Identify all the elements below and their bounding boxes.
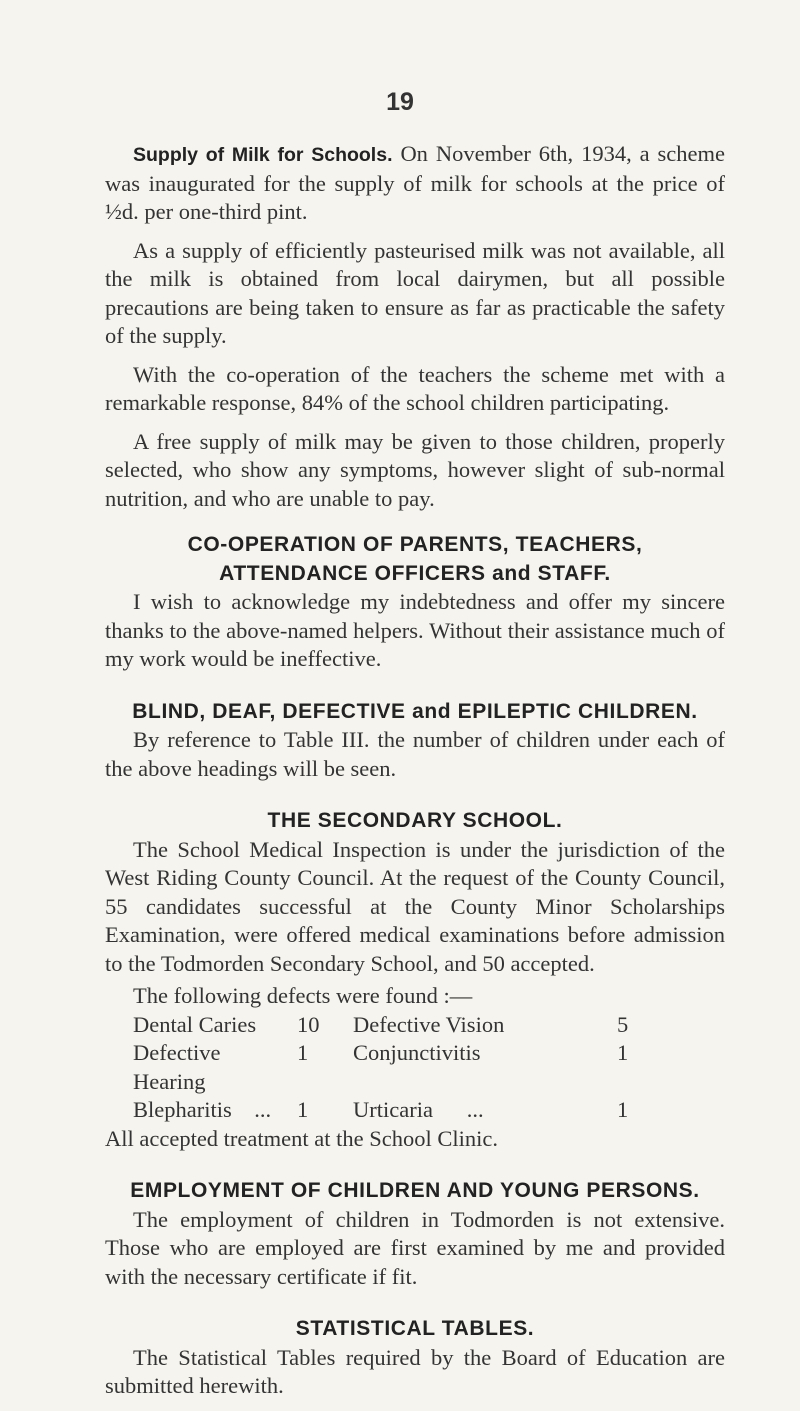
defect-label: Dental Caries [133,1011,257,1037]
defect-label: Urticaria ... [353,1097,484,1122]
blind-deaf-heading: BLIND, DEAF, DEFECTIVE and EPILEPTIC CHILDREN. [132,699,698,723]
defect-count: 1 [617,1097,629,1122]
milk-paragraph-3: With the co-operation of the teachers the scheme met with a remarkable response, 84% of the school children participating. [105,361,725,415]
defects-table [133,1011,725,1125]
secondary-school-paragraph: The School Medical Inspection is under the jurisdiction of the West Riding County Council. At the request of the County Council, 55 candidates successful at the County Minor Scholarships Examination, were offered medical examinations before admission to the Todmorden Secondary School, and 50 accepted. [105,836,725,976]
defects-row [133,1039,725,1096]
employment-heading: EMPLOYMENT OF CHILDREN AND YOUNG PERSONS. [130,1179,700,1202]
defect-label: Conjunctivitis [353,1040,481,1065]
milk-paragraph-1: Supply of Milk for Schools. On November 6th, 1934, a scheme was inaugurated for the supply of milk for schools at the price of ½d. per one-third pint. [105,141,726,224]
defects-intro: The following defects were found :— [133,983,473,1008]
defects-outro: All accepted treatment at the School Clinic. [105,1125,498,1151]
milk-paragraph-2: As a supply of efficiently pasteurised milk was not available, all the milk is obtained from local dairymen, but all possible precautions are being taken to ensure as far as practicable the safety of the supply. [105,237,725,348]
defect-label: Defective Hearing [133,1040,221,1094]
milk-paragraph-4: A free supply of milk may be given to those children, properly selected, who show any symptoms, however slight of sub-normal nutrition, and who are unable to pay. [105,428,725,511]
defects-row [133,1011,725,1040]
page-number: 19 [386,88,414,116]
defects-row [133,1096,725,1125]
statistical-tables-paragraph: The Statistical Tables required by the Board of Education are submitted herewith. [105,1344,725,1398]
secondary-school-heading: THE SECONDARY SCHOOL. [267,809,563,832]
milk-section-heading: Supply of Milk for Schools. [133,144,393,166]
defect-label: Blepharitis ... [133,1097,272,1122]
blind-deaf-paragraph: By reference to Table III. the number of children under each of the above headings will be seen. [105,727,725,781]
employment-paragraph: The employment of children in Todmorden is not extensive. Those who are employed are first examined by me and provided with the necessary certificate if fit. [105,1206,725,1289]
defect-count: 5 [617,1011,629,1037]
defect-count: 1 [297,1040,309,1065]
statistical-tables-heading: STATISTICAL TABLES. [295,1317,535,1340]
defect-count: 10 [297,1011,320,1037]
defect-count: 1 [617,1040,629,1065]
cooperation-paragraph: I wish to acknowledge my indebtedness and offer my sincere thanks to the above-named helpers. Without their assistance much of my work would be ineffective. [105,589,725,671]
cooperation-heading: CO-OPERATION OF PARENTS, TEACHERS, ATTENDANCE OFFICERS and STAFF. [187,533,643,585]
defect-count: 1 [297,1097,309,1122]
defect-label: Defective Vision [353,1011,505,1037]
document-body [105,140,725,1411]
